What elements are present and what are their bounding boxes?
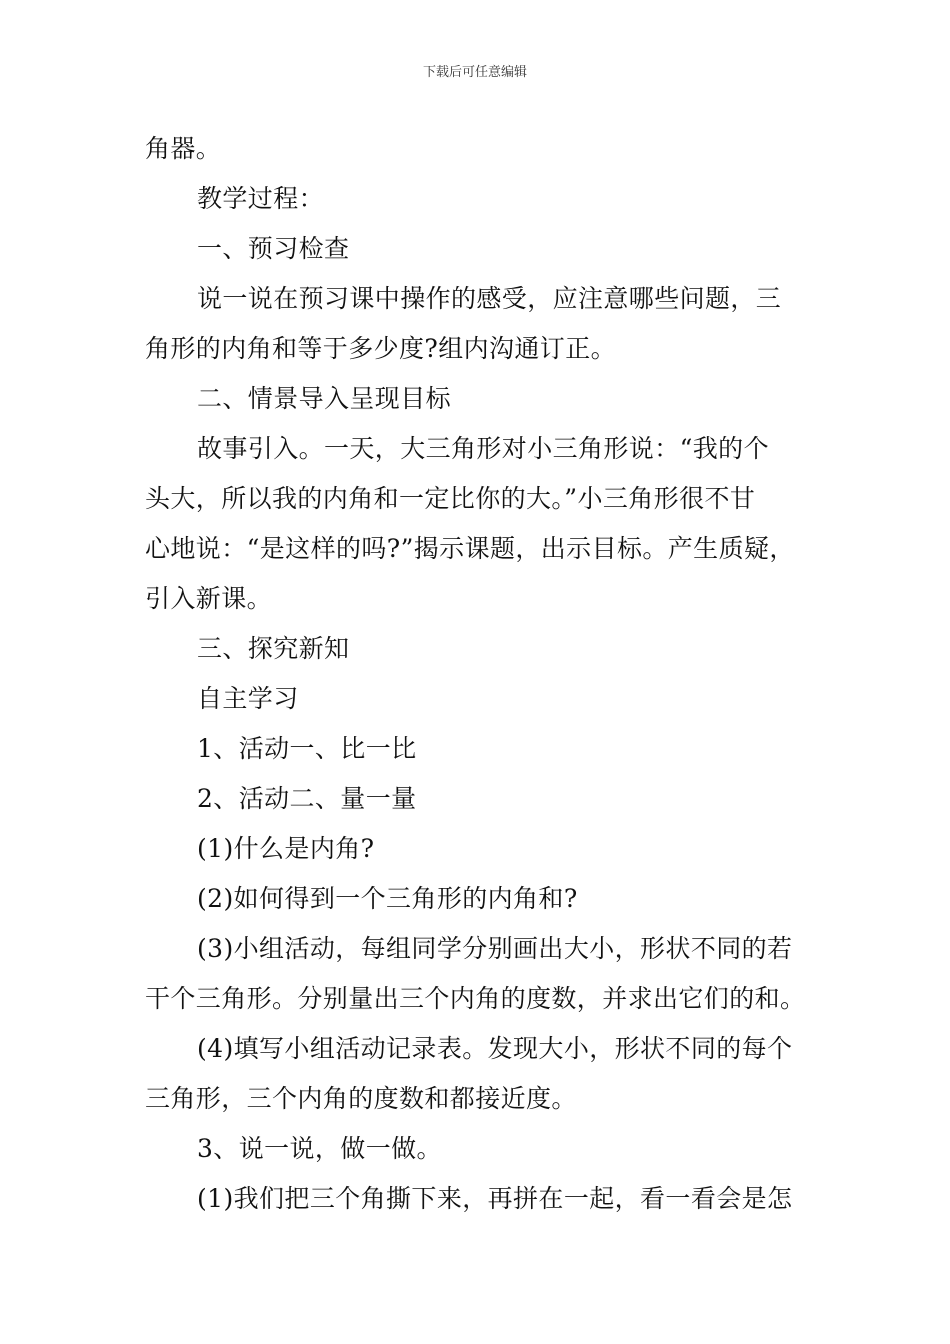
paragraph-line: 说一说在预习课中操作的感受，应注意哪些问题，三: [197, 284, 782, 313]
list-item: (1)我们把三个角撕下来，再拼在一起，看一看会是怎: [197, 1184, 793, 1213]
paragraph-line: 引入新课。: [145, 584, 273, 613]
paragraph-line: 干个三角形。分别量出三个内角的度数，并求出它们的和。: [145, 984, 806, 1013]
list-item: (4)填写小组活动记录表。发现大小，形状不同的每个: [197, 1034, 793, 1063]
document-body: [145, 124, 825, 1224]
list-item: 1、活动一、比一比: [197, 734, 417, 763]
list-item: (3)小组活动，每组同学分别画出大小，形状不同的若: [197, 934, 793, 963]
section-heading: 一、预习检查: [197, 234, 350, 263]
paragraph-line: 角形的内角和等于多少度?组内沟通订正。: [145, 334, 617, 363]
paragraph-line: 心地说：“是这样的吗?”揭示课题，出示目标。产生质疑，: [145, 534, 795, 563]
paragraph-line: 三角形，三个内角的度数和都接近度。: [145, 1084, 577, 1113]
paragraph-line: 角器。: [145, 134, 222, 163]
page-header-note: 下载后可任意编辑: [422, 65, 527, 80]
section-heading: 二、情景导入呈现目标: [197, 384, 452, 413]
section-heading: 三、探究新知: [197, 634, 350, 663]
list-item: 3、说一说，做一做。: [197, 1134, 442, 1163]
paragraph-line: 头大，所以我的内角和一定比你的大。”小三角形很不甘: [145, 484, 756, 513]
list-item: (1)什么是内角?: [197, 834, 375, 863]
list-item: 2、活动二、量一量: [197, 784, 417, 813]
subsection-heading: 自主学习: [197, 684, 299, 713]
paragraph-line: 故事引入。一天，大三角形对小三角形说：“我的个: [197, 434, 769, 463]
section-heading: 教学过程：: [197, 184, 325, 213]
list-item: (2)如何得到一个三角形的内角和?: [197, 884, 578, 913]
